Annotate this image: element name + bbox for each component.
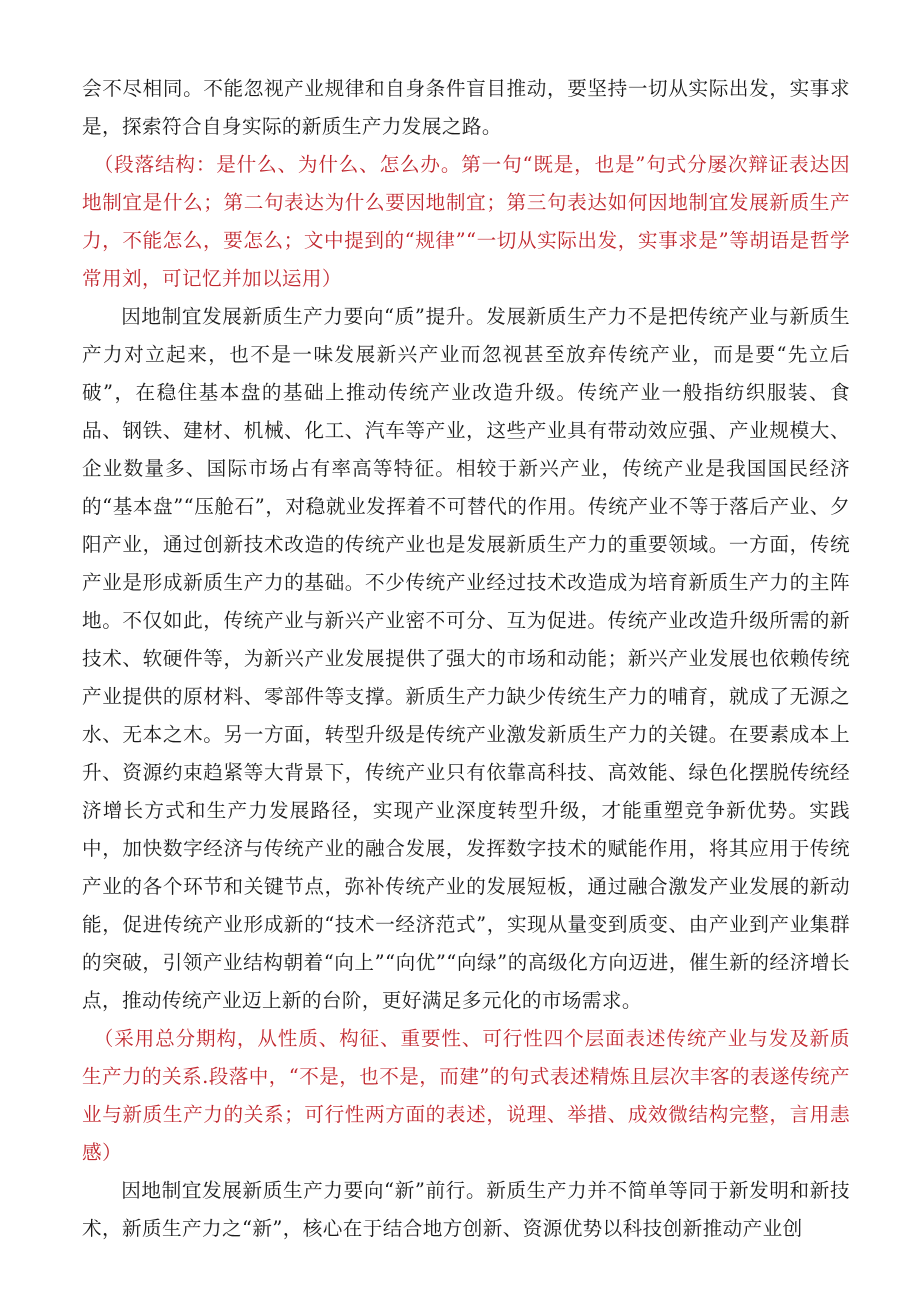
body-paragraph-quality: 因地制宜发展新质生产力要向“质”提升。发展新质生产力不是把传统产业与新质生产力对立起来，也不是一味发展新兴产业而忽视甚至放弃传统产业，而是要“先立后破”，在稳住基本盘的基础上推动传统产业改造升级。传统产业一般指纺织服装、食品、钢铁、建材、机械、化工、汽车等产业，这些产业具有带动效应强、产业规模大、企业数量多、国际市场占有率高等特征。相较于新兴产业，传统产业是我国国民经济的“基本盘”“压舱石”，对稳就业发挥着不可替代的作用。传统产业不等于落后产业、夕阳产业，通过创新技术改造的传统产业也是发展新质生产力的重要领域。一方面，传统产业是形成新质生产力的基础。不少传统产业经过技术改造成为培育新质生产力的主阵地。不仅如此，传统产业与新兴产业密不可分、互为促进。传统产业改造升级所需的新技术、软硬件等，为新兴产业发展提供了强大的市场和动能；新兴产业发展也依赖传统产业提供的原材料、零部件等支撑。新质生产力缺少传统生产力的哺育，就成了无源之水、无本之木。另一方面，转型升级是传统产业激发新质生产力的关键。在要素成本上升、资源约束趋紧等大背景下，传统产业只有依靠高科技、高效能、绿色化摆脱传统经济增长方式和生产力发展路径，实现产业深度转型升级，才能重塑竞争新优势。实践中，加快数字经济与传统产业的融合发展，发挥数字技术的赋能作用，将其应用于传统产业的各个环节和关键节点，弥补传统产业的发展短板，通过融合激发产业发展的新动能，促进传统产业形成新的“技术一经济范式”，实现从量变到质变、由产业到产业集群的突破，引领产业结构朝着“向上”“向优”“向绿”的高级化方向迈进，催生新的经济增长点，推动传统产业迈上新的台阶，更好满足多元化的市场需求。 <box>82 305 850 1012</box>
annotation-total-split-structure: （采用总分期构，从性质、构征、重要性、可行性四个层面表述传统产业与发及新质生产力的关系.段落中，“不是，也不是，而建”的句式表述精炼且层次丰客的表遂传统产业与新质生产力的关系；可行性两方面的表述，说理、举措、成效微结构完整，言用恚感） <box>82 1027 850 1164</box>
body-paragraph-new: 因地制宜发展新质生产力要向“新”前行。新质生产力并不简单等同于新发明和新技术，新质生产力之“新”，核心在于结合地方创新、资源优势以科技创新推动产业创 <box>82 1179 850 1240</box>
annotation-paragraph-structure: （段落结构：是什么、为什么、怎么办。第一句“既是，也是”句式分屡次辩证表达因地制宜是什么；第二句表达为什么要因地制宜；第三句表达如何因地制宜发展新质生产力，不能怎么，要怎么；文中提到的“规律”“一切从实际出发，实事求是”等胡语是哲学常用刘，可记忆并加以运用） <box>82 153 850 290</box>
paragraph-continuation: 会不尽相同。不能忽视产业规律和自身条件盲目推动，要坚持一切从实际出发，实事求是，探索符合自身实际的新质生产力发展之路。 <box>82 77 850 138</box>
